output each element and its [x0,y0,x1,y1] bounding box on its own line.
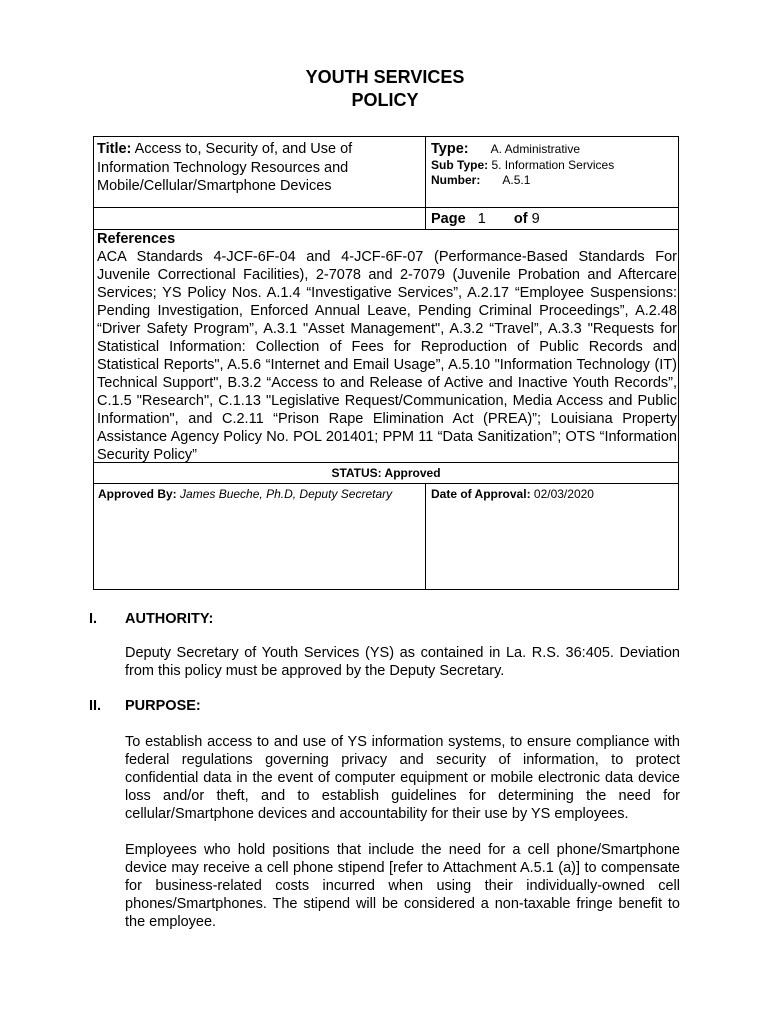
approved-by-cell [98,487,392,502]
section-heading-authority: AUTHORITY: [125,611,214,627]
authority-paragraph: Deputy Secretary of Youth Services (YS) as contained in La. R.S. 36:405. Deviation from this policy must be approved by the Deputy Secretary. [125,645,680,679]
policy-title-text: Access to, Security of, and Use of Information Technology Resources and Mobile/Cellular/Smartphone Devices [97,141,353,194]
document-title-line2: POLICY [351,90,419,110]
section-number-purpose: II. [89,698,102,714]
policy-title-cell [97,140,417,196]
document-title-line1: YOUTH SERVICES [305,67,465,87]
type-value: A. Administrative [490,142,580,156]
number-value: A.5.1 [502,173,531,187]
references-cell [97,230,677,464]
page-label: Page [431,211,466,227]
approved-by-value: James Bueche, Ph.D, Deputy Secretary [180,487,393,501]
number-label: Number: [431,173,481,187]
page-current: 1 [477,211,486,227]
policy-header-table [93,136,679,463]
purpose-paragraph-1: To establish access to and use of YS information systems, to ensure compliance with federal regulations governing privacy and security of information, to protect confidential data in the event of computer equipment or mobile electronic data device loss and/or theft, and to establish guidelines for determining the need for cellular/Smartphone devices and accountability for their use by YS employees. [125,734,680,822]
subtype-label: Sub Type: [431,158,489,172]
section-number-authority: I. [89,611,98,627]
header-divider-vertical [425,137,426,207]
subtype-value: 5. Information Services [491,158,615,172]
page-of-label: of [513,211,528,227]
status-row: STATUS: Approved [93,463,679,483]
header-divider-horizontal [94,207,678,208]
approval-date-label: Date of Approval: [431,487,531,501]
title-label: Title: [97,141,132,157]
section-heading-purpose: PURPOSE: [125,698,201,714]
approval-divider [425,484,426,589]
type-label: Type: [431,141,469,157]
approval-date-value: 02/03/2020 [533,487,594,501]
page-divider-vertical [425,207,426,229]
policy-type-cell [431,140,671,188]
references-heading: References [97,231,176,247]
approval-table [93,483,679,590]
page-indicator [431,210,540,228]
approved-by-label: Approved By: [98,487,177,501]
document-title [0,66,770,112]
references-text: ACA Standards 4-JCF-6F-04 and 4-JCF-6F-07 (Performance-Based Standards For Juvenile Correctional Facilities), 2-7078 and 2-7079 (Juvenile Probation and Aftercare Services; YS Policy Nos. A.1.4 “Investigative Services”, A.2.17 “Employee Suspensions: Pending Investigation, Enforced Annual Leave, Pending Criminal Proceedings”, A.2.48 “Driver Safety Program”, A.3.1 "Asset Management", A.3.2 “Travel”, A.3.3 "Requests for Statistical Information: Collection of Fees for Reproduction of Public Records and Statistical Reports", A.5.6 “Internet and Email Usage”, A.5.10 "Information Technology (IT) Technical Support", B.3.2 “Access to and Release of Active and Inactive Youth Records”, C.1.5 "Research", C.1.13 "Legislative Request/Communication, Media Access and Public Information", and C.2.11 “Prison Rape Elimination Act (PREA)”; Louisiana Property Assistance Agency Policy No. POL 201401; PPM 11 “Data Sanitization”; OTS “Information Security Policy” [97,249,677,463]
purpose-paragraph-2: Employees who hold positions that include the need for a cell phone/Smartphone device may receive a cell phone stipend [refer to Attachment A.5.1 (a)] to compensate for business-related costs incurred when using their individually-owned cell phones/Smartphones. The stipend will be considered a non-taxable fringe benefit to the employee. [125,842,680,930]
page-total: 9 [531,211,540,227]
approval-date-cell [431,487,594,502]
